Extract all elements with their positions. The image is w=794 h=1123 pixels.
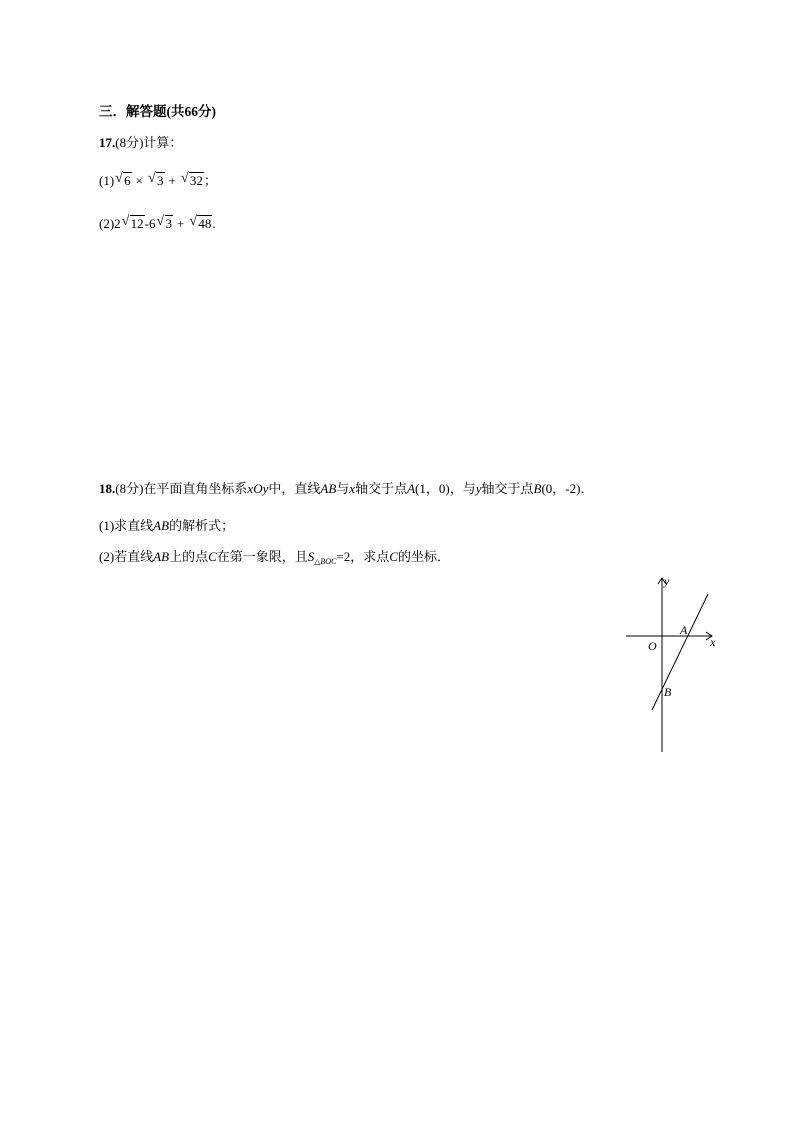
times-symbol: × [135,173,144,188]
sqrt-12: √ 12 [121,214,144,231]
q18-point-b: B [533,481,542,496]
q18-part1-ab: AB [153,518,170,533]
q17-score: (8分)计算： [115,135,183,150]
q17-part2 [99,215,216,233]
sqrt-48: √ 48 [189,214,212,231]
q18-part2-prefix: (2)若直线 [99,549,154,564]
q18-y: y [475,481,482,496]
coordinate-figure [620,572,730,757]
q18-ab: AB [320,481,337,496]
q18-text-b: 中，直线 [268,481,321,496]
sqrt-3: √ 3 [148,171,164,188]
line-ab [652,594,708,710]
q18-text-c: 与 [336,481,350,496]
q18-area-subscript: △BOC [314,557,337,566]
sqrt-6-radicand: 6 [124,173,131,188]
q17-title [99,134,182,152]
sqrt-32-radicand: 32 [189,173,203,188]
q18-part1-suffix: 的解析式； [169,518,235,533]
q18-text-a: (8分)在平面直角坐标系 [115,481,248,496]
q18-xoy: xOy [247,481,269,496]
q18-part2-suffix: 的坐标． [397,549,450,564]
sqrt-6: √ 6 [115,171,131,188]
plus-symbol: + [168,173,176,188]
q18-text-e: 轴交于点 [481,481,534,496]
q18-part2-c2: C [389,549,398,564]
q17-part1-prefix: (1) [99,173,115,188]
q17-part1-suffix: ； [203,173,217,188]
q17-part2-prefix: (2)2 [99,216,121,231]
q18-part2-ab: AB [153,549,170,564]
q17-number: 17. [99,135,116,150]
label-b: B [664,685,672,699]
q18-point-a: A [407,481,416,496]
plus-symbol-2: + [177,216,185,231]
sqrt-3b: √ 3 [156,214,173,231]
q18-x: x [349,481,356,496]
q18-area-s: S [307,549,315,564]
sqrt-3-radicand: 3 [157,173,164,188]
q18-number: 18. [99,481,116,496]
q18-b-coord: (0，-2)． [541,481,594,496]
label-a: A [680,623,688,637]
q18-part1 [99,517,234,535]
q18-a-coord: (1，0)，与 [415,481,476,496]
q18-text-d: 轴交于点 [355,481,408,496]
q17-part2-suffix: . [212,216,216,231]
q18-part2-eq: =2，求点 [336,549,390,564]
q18-part2-mid1: 上的点 [169,549,209,564]
q18-part1-prefix: (1)求直线 [99,518,154,533]
sqrt-32: √ 32 [180,171,203,188]
q18-part2-c: C [208,549,217,564]
label-x: x [710,635,716,649]
sqrt-48-radicand: 48 [198,216,212,231]
q17-part2-mid: -6 [144,216,156,231]
q17-part1 [99,172,217,190]
label-o: O [648,639,657,653]
sqrt-3b-radicand: 3 [165,216,173,231]
q18-part2 [99,548,450,571]
q18-part2-mid2: 在第一象限，且 [216,549,308,564]
section-title: 三．解答题(共66分) [99,104,216,119]
label-y: y [664,574,670,588]
q18-stem [99,480,593,498]
sqrt-12-radicand: 12 [130,216,144,231]
